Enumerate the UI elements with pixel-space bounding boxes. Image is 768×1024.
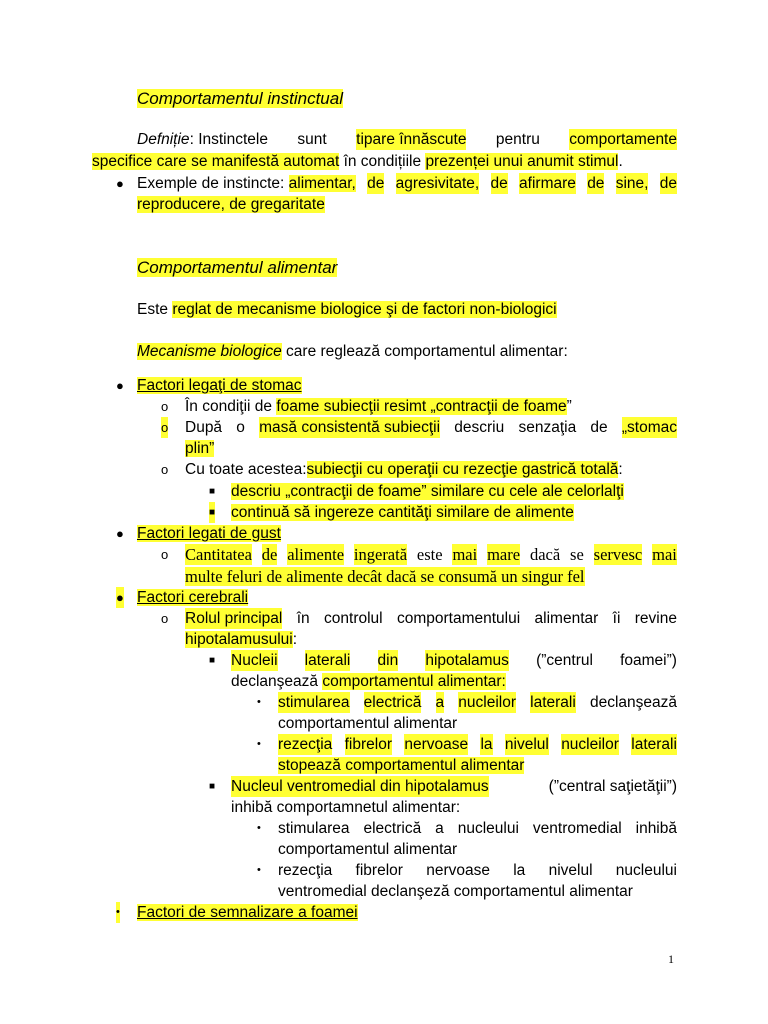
hollow-circle-icon: o <box>161 462 169 477</box>
small-bullet-icon: • <box>257 822 261 834</box>
mechanisms-line: Mecanisme biologice care reglează comportamentul alimentar: <box>137 343 568 360</box>
hollow-circle-icon: o <box>161 547 169 562</box>
square-bullet-icon: ■ <box>209 655 216 666</box>
examples-line-2: reproducere, de gregaritate <box>137 196 325 213</box>
square-bullet-icon: ■ <box>209 486 216 497</box>
cerebral-item-line-2: hipotalamusului: <box>185 631 298 648</box>
lateral-nuclei-line-1: Nucleii laterali din hipotalamus (”centrul foamei”) <box>231 652 677 669</box>
taste-item-line-1: Cantitatea de alimente ingerată este mai mare dacă se servesc mai <box>185 545 677 564</box>
lateral-resect-line-1: rezecţia fibrelor nervoase la nivelul nucleilor laterali <box>278 736 677 753</box>
lateral-stim-line-2: comportamentul alimentar <box>278 715 458 732</box>
section-heading: Comportamentul alimentar <box>137 258 338 277</box>
stomach-item-3: Cu toate acestea:subiecţii cu operaţii cu rezecţie gastrică totală: <box>185 461 623 478</box>
stomach-item-2-line-2: plin” <box>185 440 215 457</box>
factor-taste: Factori legati de gust <box>137 525 281 542</box>
definition-label: Defniție: Instinctele <box>137 131 268 148</box>
ventromedial-resect-line-1: rezecţia fibrelor nervoase la nivelul nucleului <box>278 862 677 879</box>
stomach-subitem-2: continuă să ingereze cantităţi similare de alimente <box>231 504 574 521</box>
small-bullet-icon: • <box>257 864 261 876</box>
factor-cerebral: Factori cerebrali <box>137 589 249 606</box>
ventromedial-stim-line-1: stimularea electrică a nucleului ventromedial inhibă <box>278 820 677 837</box>
examples-line-1: Exemple de instincte: alimentar, de agresivitate, de afirmare de sine, de <box>137 175 677 192</box>
bullet-icon: ● <box>116 526 124 541</box>
cerebral-item-line-1: Rolul principal în controlul comportamentului alimentar îi revine <box>185 610 677 627</box>
ventromedial-stim-line-2: comportamentul alimentar <box>278 841 458 858</box>
square-bullet-icon: ■ <box>209 502 215 523</box>
lateral-resect-line-2: stopează comportamentul alimentar <box>278 757 525 774</box>
definition-line-2: specifice care se manifestă automat în condițiile prezenței unui anumit stimul. <box>92 153 623 170</box>
bullet-icon: ● <box>116 378 124 393</box>
square-bullet-icon: ■ <box>209 781 216 792</box>
taste-item-line-2: multe feluri de alimente decât dacă se consumă un singur fel <box>185 567 585 586</box>
regulation-line: Este reglat de mecanisme biologice şi de factori non-biologici <box>137 301 557 318</box>
ventromedial-line-2: inhibă comportamnetul alimentar: <box>231 799 461 816</box>
small-bullet-icon: • <box>116 902 120 923</box>
stomach-item-2-line-1: După o masă consistentă subiecţii descriu senzaţia de „stomac <box>185 419 677 436</box>
stomach-item-1: În condiţii de foame subiecţii resimt „contracţii de foame” <box>185 398 572 415</box>
stomach-subitem-1: descriu „contracţii de foame” similare cu cele ale celorlalţi <box>231 483 624 500</box>
ventromedial-resect-line-2: ventromedial declanşeză comportamentul alimentar <box>278 883 633 900</box>
lateral-stim-line-1: stimularea electrică a nucleilor laterali declanşează <box>278 694 677 711</box>
lateral-nuclei-line-2: declanşează comportamentul alimentar: <box>231 673 506 690</box>
page-title: Comportamentul instinctual <box>137 89 343 108</box>
page-number: 1 <box>668 952 674 966</box>
bullet-icon: ● <box>116 587 124 608</box>
small-bullet-icon: • <box>257 738 261 750</box>
hollow-circle-icon: o <box>161 417 168 438</box>
factor-stomach: Factori legaţi de stomac <box>137 377 302 394</box>
definition-line-1: Defniție: Instinctele sunt tipare înnăscute pentru comportamente <box>137 131 677 148</box>
factor-hunger-signals: Factori de semnalizare a foamei <box>137 904 358 921</box>
bullet-icon: ● <box>116 176 124 191</box>
hollow-circle-icon: o <box>161 399 169 414</box>
hollow-circle-icon: o <box>161 611 169 626</box>
small-bullet-icon: • <box>257 696 261 708</box>
ventromedial-line-1: Nucleul ventromedial din hipotalamus (”central saţietăţii”) <box>231 778 677 795</box>
